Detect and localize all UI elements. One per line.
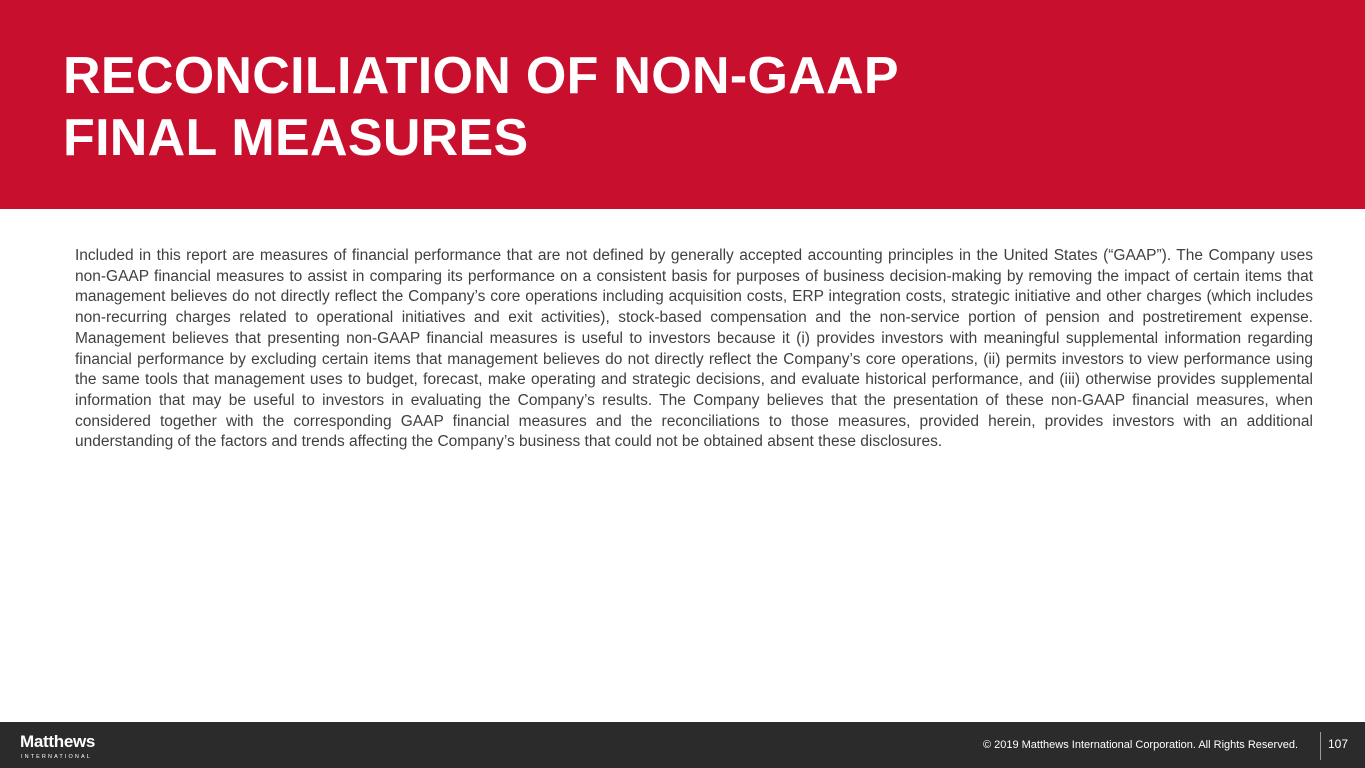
- slide-title-line-2: FINAL MEASURES: [63, 108, 529, 167]
- title-banner: [0, 0, 1365, 209]
- logo-wordmark: Matthews: [20, 732, 96, 751]
- footer-bar: [0, 722, 1365, 768]
- disclosure-paragraph: Included in this report are measures of financial performance that are not defined by generally accepted accounting principles in the United States (“GAAP”). The Company uses non-GAAP financial measures to assist in comparing its performance on a consistent basis for purposes of business decision-making by removing the impact of certain items that management believes do not directly reflect the Company’s core operations including acquisition costs, ERP integration costs, strategic initiative and other charges (which includes non-recurring charges related to operational initiatives and exit activities), stock-based compensation and the non-service portion of pension and postretirement expense. Management believes that presenting non-GAAP financial measures is useful to investors because it (i) provides investors with meaningful supplemental information regarding financial performance by excluding certain items that management believes do not directly reflect the Company’s core operations, (ii) permits investors to view performance using the same tools that management uses to budget, forecast, make operating and strategic decisions, and evaluate historical performance, and (iii) otherwise provides supplemental information that may be useful to investors in evaluating the Company’s results. The Company believes that the presentation of these non-GAAP financial measures, when considered together with the corresponding GAAP financial measures and the reconciliations to those measures, provided herein, provides investors with an additional understanding of the factors and trends affecting the Company’s business that could not be obtained absent these disclosures.: [75, 247, 1313, 451]
- logo-subtitle: INTERNATIONAL: [21, 754, 92, 760]
- slide-title-line-1: RECONCILIATION OF NON-GAAP: [63, 47, 899, 105]
- page-number: 107: [1328, 737, 1349, 751]
- footer-divider: [1320, 732, 1321, 760]
- copyright-notice: © 2019 Matthews International Corporation. All Rights Reserved.: [982, 739, 1298, 751]
- slide-title: [63, 46, 1263, 170]
- matthews-logo: [20, 732, 120, 762]
